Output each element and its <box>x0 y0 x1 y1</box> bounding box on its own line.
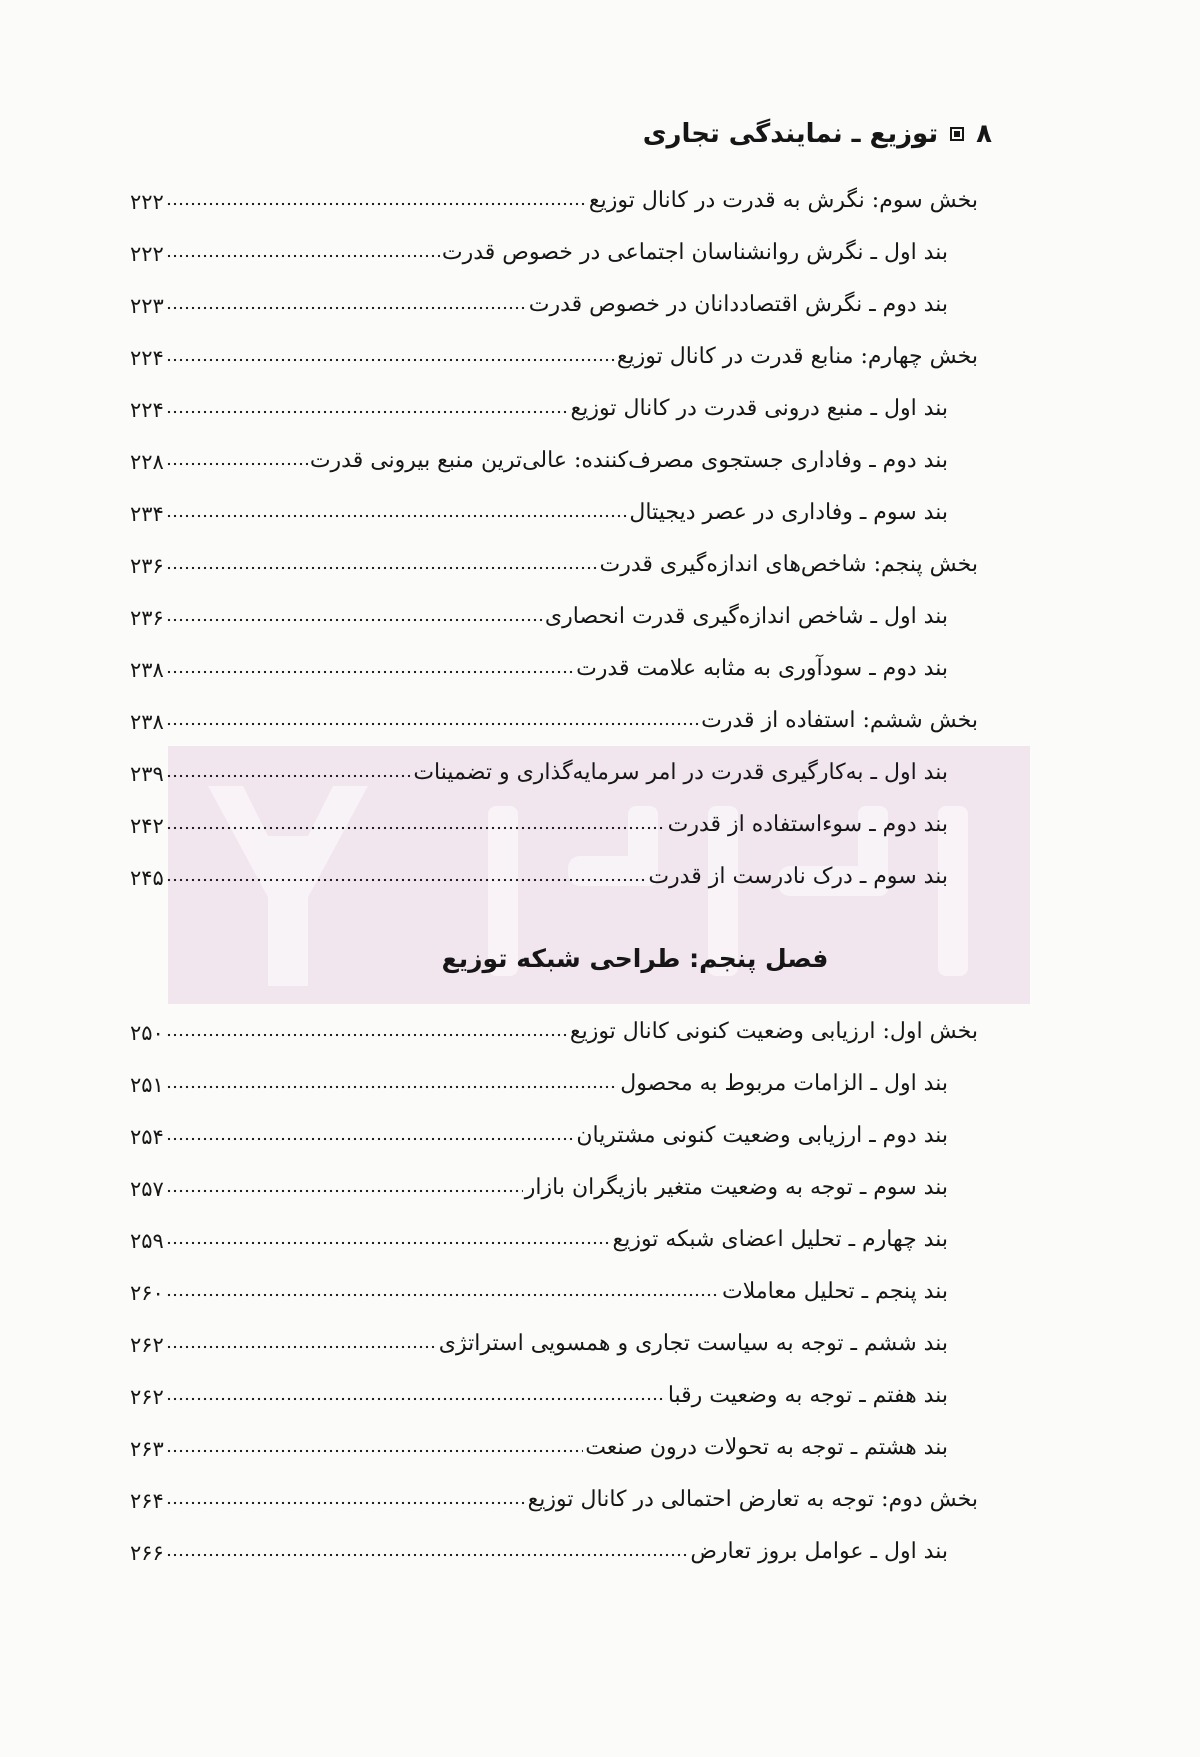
toc-section-row <box>130 1475 978 1515</box>
dot-leader <box>166 772 412 780</box>
dot-leader <box>166 1083 618 1091</box>
toc-item-row <box>130 1059 948 1099</box>
dot-leader <box>166 1395 666 1403</box>
toc-page-number: ۲۲۴ <box>130 397 164 422</box>
dot-leader <box>166 1291 720 1299</box>
toc-entry-title: بخش دوم: توجه به تعارض احتمالی در کانال توزیع <box>527 1487 978 1513</box>
toc-section-row <box>130 332 978 372</box>
toc-entry-title: بند ششم ـ توجه به سیاست تجاری و همسویی استراتژی <box>438 1331 948 1357</box>
toc-entry-title: بند دوم ـ سودآوری به مثابه علامت قدرت <box>576 656 948 682</box>
toc-section-row <box>130 176 978 216</box>
toc-item-row <box>130 436 948 476</box>
toc-item-row <box>130 852 948 892</box>
toc-item-row <box>130 384 948 424</box>
toc-entry-title: بند هشتم ـ توجه به تحولات درون صنعت <box>585 1435 948 1461</box>
toc-entry-title: بخش چهارم: منابع قدرت در کانال توزیع <box>616 344 978 370</box>
dot-leader <box>166 1343 437 1351</box>
dot-leader <box>166 408 569 416</box>
toc-page-number: ۲۶۰ <box>130 1280 164 1305</box>
toc-entry-title: بخش ششم: استفاده از قدرت <box>701 708 978 734</box>
toc-item-row <box>130 1267 948 1307</box>
toc-page-number: ۲۶۲ <box>130 1384 164 1409</box>
toc-item-row <box>130 1319 948 1359</box>
toc-entry-title: بخش سوم: نگرش به قدرت در کانال توزیع <box>588 188 978 214</box>
toc-page-number: ۲۳۶ <box>130 605 164 630</box>
toc-page-number: ۲۲۳ <box>130 293 164 318</box>
toc-page-number: ۲۳۸ <box>130 657 164 682</box>
toc-page-number: ۲۶۴ <box>130 1488 164 1513</box>
dot-leader <box>166 668 574 676</box>
toc-page-number: ۲۳۶ <box>130 553 164 578</box>
toc-entry-title: بند هفتم ـ توجه به وضعیت رقبا <box>667 1383 948 1409</box>
toc-entry-title: بند سوم ـ درک نادرست از قدرت <box>648 864 948 890</box>
toc-entry-title: بند دوم ـ سوءاستفاده از قدرت <box>667 812 948 838</box>
dot-leader <box>166 252 440 260</box>
toc-item-row <box>130 644 948 684</box>
toc-page-number: ۲۵۷ <box>130 1176 164 1201</box>
toc-item-row <box>130 1215 948 1255</box>
toc-entry-title: بند اول ـ عوامل بروز تعارض <box>690 1539 948 1565</box>
dot-leader <box>166 564 598 572</box>
toc-entry-title: بند اول ـ به‌کارگیری قدرت در امر سرمایه‌گذاری و تضمینات <box>413 760 948 786</box>
toc-item-row <box>130 748 948 788</box>
dot-leader <box>166 1551 688 1559</box>
toc-item-row <box>130 228 948 268</box>
toc-entry-title: بند اول ـ شاخص اندازه‌گیری قدرت انحصاری <box>544 604 948 630</box>
toc-section-row <box>130 1007 978 1047</box>
toc-page-number: ۲۶۳ <box>130 1436 164 1461</box>
dot-leader <box>166 460 308 468</box>
dot-leader <box>166 1499 526 1507</box>
toc-entry-title: بند پنجم ـ تحلیل معاملات <box>722 1279 948 1305</box>
running-header <box>643 112 992 156</box>
toc-page-number: ۲۵۴ <box>130 1124 164 1149</box>
toc-section-row <box>130 540 978 580</box>
toc-item-row <box>130 800 948 840</box>
toc-page-number: ۲۵۱ <box>130 1072 164 1097</box>
toc-page-number: ۲۳۴ <box>130 501 164 526</box>
toc-item-row <box>130 1111 948 1151</box>
toc-entry-title: بخش اول: ارزیابی وضعیت کنونی کانال توزیع <box>569 1019 978 1045</box>
dot-leader <box>166 720 699 728</box>
dot-leader <box>166 304 527 312</box>
dot-leader <box>166 616 543 624</box>
toc-page-number: ۲۴۵ <box>130 865 164 890</box>
dot-leader <box>166 824 666 832</box>
toc-entry-title: بند اول ـ نگرش روانشناسان اجتماعی در خصوص قدرت <box>441 240 948 266</box>
toc-item-row <box>130 1423 948 1463</box>
toc-page-number: ۲۴۲ <box>130 813 164 838</box>
toc-page-number: ۲۲۲ <box>130 241 164 266</box>
toc-item-row <box>130 1527 948 1567</box>
dot-leader <box>166 876 646 884</box>
toc-entry-title: بند اول ـ الزامات مربوط به محصول <box>620 1071 948 1097</box>
toc-page-number: ۲۳۹ <box>130 761 164 786</box>
dot-leader <box>166 1447 583 1455</box>
dot-leader <box>166 512 628 520</box>
square-bullet-icon <box>950 127 964 141</box>
toc-page-number: ۲۵۹ <box>130 1228 164 1253</box>
toc-entry-title: بند سوم ـ وفاداری در عصر دیجیتال <box>629 500 948 526</box>
toc-item-row <box>130 1163 948 1203</box>
dot-leader <box>166 1135 574 1143</box>
dot-leader <box>166 1031 568 1039</box>
toc-page-number: ۲۳۸ <box>130 709 164 734</box>
toc-entry-title: بند سوم ـ توجه به وضعیت متغیر بازیگران بازار <box>524 1175 948 1201</box>
toc-entry-title: بند دوم ـ ارزیابی وضعیت کنونی مشتریان <box>576 1123 948 1149</box>
toc-entry-title: بند چهارم ـ تحلیل اعضای شبکه توزیع <box>612 1227 948 1253</box>
toc-item-row <box>130 1371 948 1411</box>
toc-entry-title: بند دوم ـ نگرش اقتصاددانان در خصوص قدرت <box>528 292 948 318</box>
toc-page-number: ۲۲۸ <box>130 449 164 474</box>
dot-leader <box>166 200 587 208</box>
page-number: ۸ <box>976 119 992 149</box>
dot-leader <box>166 356 615 364</box>
dot-leader <box>166 1187 523 1195</box>
book-title: توزیع ـ نمایندگی تجاری <box>642 119 939 149</box>
toc-item-row <box>130 592 948 632</box>
toc-entry-title: بخش پنجم: شاخص‌های اندازه‌گیری قدرت <box>599 552 978 578</box>
toc-page-number: ۲۶۶ <box>130 1540 164 1565</box>
toc-page-number: ۲۲۴ <box>130 345 164 370</box>
dot-leader <box>166 1239 611 1247</box>
toc-page-number: ۲۶۲ <box>130 1332 164 1357</box>
toc-section-row <box>130 696 978 736</box>
toc-page-number: ۲۵۰ <box>130 1020 164 1045</box>
chapter-heading: فصل پنجم: طراحی شبکه توزیع <box>441 944 829 973</box>
toc-item-row <box>130 488 948 528</box>
toc-item-row <box>130 280 948 320</box>
toc-entry-title: بند دوم ـ وفاداری جستجوی مصرف‌کننده: عالی‌ترین منبع بیرونی قدرت <box>309 448 948 474</box>
toc-page-number: ۲۲۲ <box>130 189 164 214</box>
toc-entry-title: بند اول ـ منبع درونی قدرت در کانال توزیع <box>570 396 948 422</box>
